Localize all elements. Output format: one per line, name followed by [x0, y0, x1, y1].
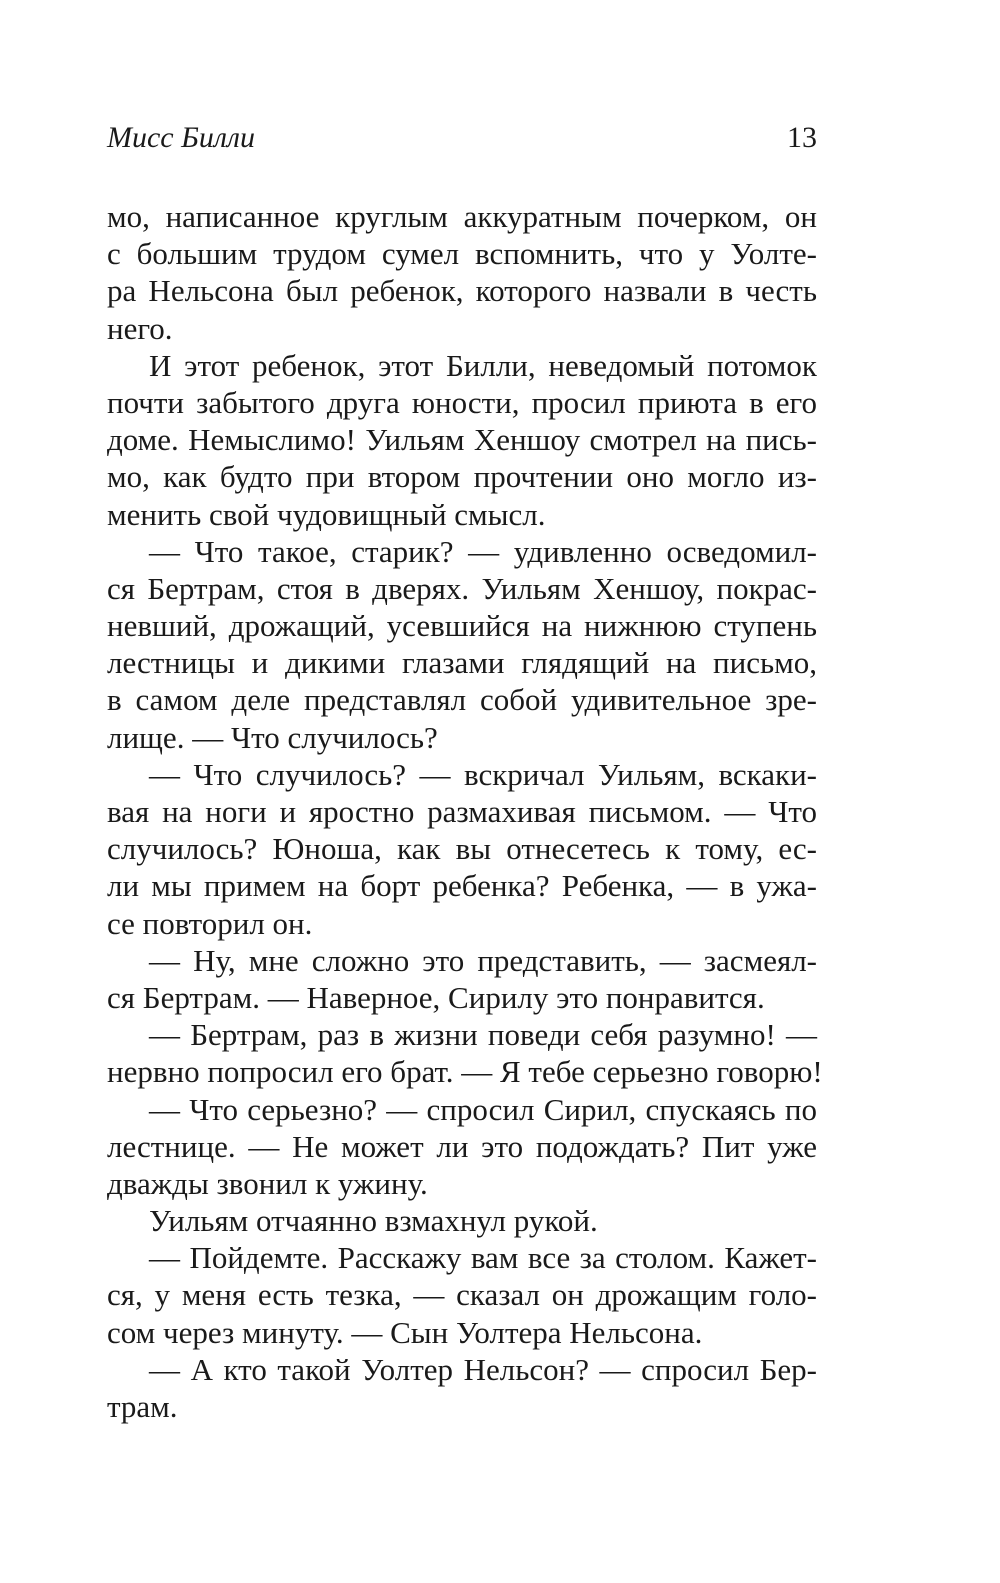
text-line: — Что случилось? — вскричал Уильям, вскаки-	[149, 756, 817, 792]
text-line: дважды звонил к ужину.	[107, 1165, 428, 1201]
text-line: — Что серьезно? — спросил Сирил, спускаясь по	[149, 1091, 817, 1127]
text-line: Уильям отчаянно взмахнул рукой.	[149, 1203, 598, 1239]
text-line: — А кто такой Уолтер Нельсон? — спросил Бер-	[149, 1351, 817, 1387]
running-header	[107, 118, 817, 158]
text-line: ся Бертрам, стоя в дверях. Уильям Хеншоу, покрас-	[107, 570, 817, 606]
paragraph	[107, 942, 817, 1016]
text-line: с большим трудом сумел вспомнить, что у Уолте-	[107, 236, 817, 272]
text-line: невший, дрожащий, усевшийся на нижнюю ступень	[107, 608, 817, 644]
text-line: в самом деле представлял собой удивительное зре-	[107, 682, 817, 718]
text-line: менить свой чудовищный смысл.	[107, 496, 546, 532]
text-line: — Бертрам, раз в жизни поведи себя разумно! —	[149, 1017, 817, 1053]
paragraph	[107, 1239, 817, 1351]
text-line: вая на ноги и яростно размахивая письмом. — Что	[107, 794, 817, 829]
text-line: се повторил он.	[107, 905, 313, 941]
paragraph	[107, 1351, 817, 1425]
text-line: — Что такое, старик? — удивленно осведомил-	[149, 533, 817, 569]
running-title: Мисс Билли	[107, 121, 255, 154]
text-line: — Пойдемте. Расскажу вам все за столом. Кажет-	[149, 1240, 817, 1276]
paragraph	[107, 198, 817, 347]
body-text	[107, 198, 823, 1425]
paragraph	[107, 1202, 817, 1239]
text-line: него.	[107, 310, 173, 346]
text-line: сом через минуту. — Сын Уолтера Нельсона.	[107, 1314, 703, 1350]
text-line: почти забытого друга юности, просил приюта в его	[107, 384, 817, 420]
text-line: доме. Немыслимо! Уильям Хеншоу смотрел на пись-	[107, 422, 817, 458]
paragraph	[107, 533, 817, 756]
text-line: — Ну, мне сложно это представить, — засмеял-	[149, 942, 817, 978]
page-number: 13	[787, 121, 817, 154]
text-line: случилось? Юноша, как вы отнесетесь к тому, ес-	[107, 831, 817, 867]
text-line: трам.	[107, 1389, 178, 1424]
text-line: ся Бертрам. — Наверное, Сирилу это понравится.	[107, 979, 765, 1015]
text-line: ся, у меня есть тезка, — сказал он дрожащим голо-	[107, 1277, 817, 1313]
paragraph	[107, 1091, 817, 1203]
text-line: лестницы и дикими глазами глядящий на письмо,	[107, 645, 817, 681]
text-line: лестнице. — Не может ли это подождать? Пит уже	[107, 1128, 817, 1164]
text-line: И этот ребенок, этот Билли, неведомый потомок	[149, 347, 817, 383]
text-line: лище. — Что случилось?	[107, 719, 438, 755]
paragraph	[107, 1016, 823, 1090]
text-line: ра Нельсона был ребенок, которого назвали в честь	[107, 273, 817, 309]
paragraph	[107, 347, 817, 533]
text-line: ли мы примем на борт ребенка? Ребенка, — в ужа-	[107, 868, 817, 904]
text-line: мо, написанное круглым аккуратным почерком, он	[107, 199, 817, 234]
text-line: мо, как будто при втором прочтении оно могло из-	[107, 459, 817, 495]
paragraph	[107, 756, 817, 942]
text-line: нервно попросил его брат. — Я тебе серьезно говорю!	[107, 1054, 823, 1090]
